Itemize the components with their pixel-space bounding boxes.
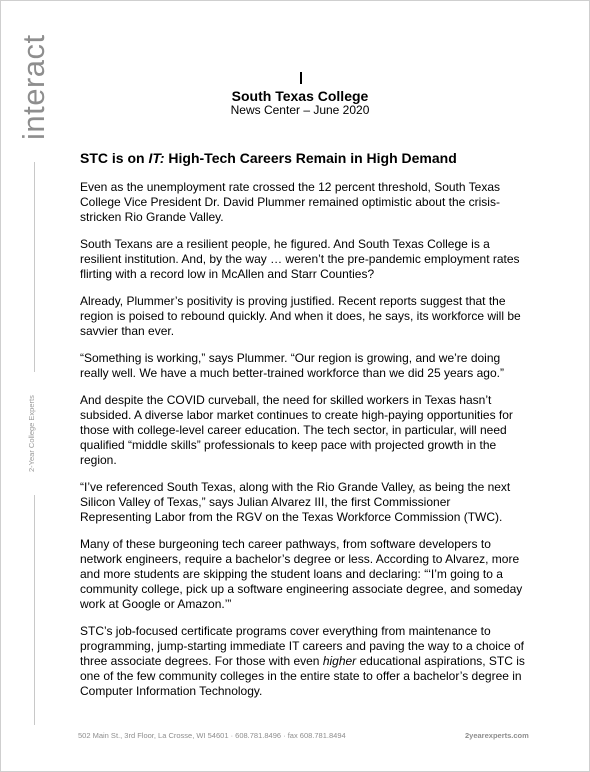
paragraph: And despite the COVID curveball, the need for skilled workers in Texas hasn’t subsided. A diverse labor market continues to create high-paying opportunities for those with college-level career education. The tech sector, in particular, will need qualified “middle skills” professionals to keep pace with projected growth in the region. (80, 393, 513, 467)
sidebar-tagline: 2-Year College Experts (27, 395, 36, 473)
paragraph-text: STC’s job-focused certificate programs cover everything from maintenance to programming, jump-starting immediate IT careers and paving the way to a choice of three associate degrees. For those with even (80, 624, 524, 668)
headline-suffix: High-Tech Careers Remain in High Demand (164, 150, 457, 166)
sidebar-divider-top (34, 162, 35, 372)
paragraph: Many of these burgeoning tech career pathways, from software developers to network engineers, require a bachelor’s degree or less. According to Alvarez, more and more students are skipping the student loans and declaring: “‘I’m going to a community college, pick up a software engineering associate degree, and someday work at Google or Amazon.’” (80, 537, 523, 611)
paragraph: South Texans are a resilient people, he figured. And South Texas College is a resilient institution. And, by the way … weren’t the pre-pandemic employment rates flirting with a record low in McAllen and Starr Counties? (80, 237, 520, 281)
headline-italic: IT: (148, 150, 165, 166)
text-cursor (300, 72, 302, 84)
headline-prefix: STC is on (80, 150, 149, 166)
college-name: South Texas College (231, 88, 369, 104)
article-body (80, 180, 525, 711)
paragraph: “Something is working,” says Plummer. “Our region is growing, and we’re doing really well. We have a much better-trained workforce than we did 25 years ago.” (80, 351, 504, 380)
paragraph: “I’ve referenced South Texas, along with the Rio Grande Valley, as being the next Silicon Valley of Texas,” says Julian Alvarez III, the first Commissioner Representing Labor from the RGV on the Texas Workforce Commission (TWC). (80, 480, 511, 524)
paragraph-last (80, 624, 525, 699)
news-center-date: News Center – June 2020 (230, 103, 370, 117)
article-headline (80, 150, 540, 166)
paragraph: Even as the unemployment rate crossed the 12 percent threshold, South Texas College Vice President Dr. David Plummer remained optimistic about the crisis-stricken Rio Grande Valley. (80, 180, 501, 224)
footer-website[interactable]: 2yearexperts.com (465, 731, 529, 740)
paragraph-text: educational aspirations, STC is one of the few community colleges in the entire state to offer a bachelor’s degree in Computer Information Technology. (80, 654, 525, 698)
paragraph-italic: higher (322, 654, 357, 668)
footer-address: 502 Main St., 3rd Floor, La Crosse, WI 54601 · 608.781.8496 · fax 608.781.8494 (78, 731, 346, 740)
interact-logo: interact (16, 34, 51, 140)
sidebar-divider-bottom (34, 495, 35, 725)
paragraph: Already, Plummer’s positivity is proving justified. Recent reports suggest that the region is poised to rebound quickly. And when it does, he says, its workforce will be savvier than ever. (80, 294, 521, 338)
